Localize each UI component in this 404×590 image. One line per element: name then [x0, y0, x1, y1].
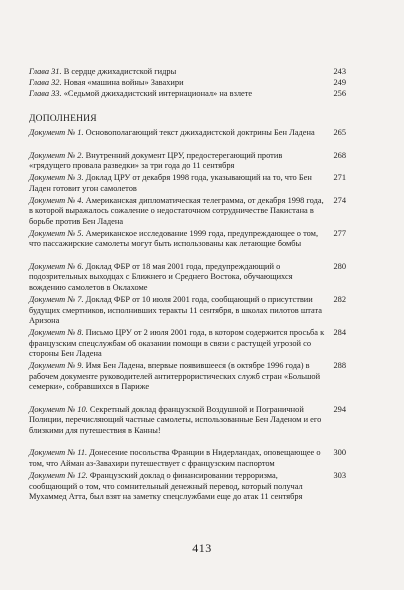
chapter-title: «Седьмой джихадистский интернационал» на взлете	[63, 88, 253, 98]
chapter-number: Глава 32.	[29, 77, 62, 87]
chapter-number: Глава 33.	[29, 88, 62, 98]
document-number: Документ № 12.	[29, 471, 88, 481]
page-number: 413	[192, 541, 212, 555]
toc-entry	[29, 295, 346, 327]
toc-entry	[29, 448, 346, 469]
document-title: Внутренний документ ЦРУ, предостерегающий против «грядущего провала разведки» за три года до 11 сентября	[29, 150, 283, 171]
page-ref: 294	[331, 405, 346, 447]
document-list	[29, 128, 346, 515]
page-ref: 288	[331, 361, 346, 403]
page-ref: 303	[331, 471, 346, 513]
toc-entry	[29, 328, 346, 360]
toc-entry	[29, 471, 346, 513]
chapter-title: Новая «машина войны» Завахири	[63, 77, 184, 87]
document-title: Основополагающий текст джихадистской доктрины Бен Ладена	[85, 128, 315, 137]
page-ref: 280	[331, 262, 346, 294]
page-ref: 271	[331, 173, 346, 194]
page-ref: 274	[331, 196, 346, 228]
document-number: Документ № 4.	[29, 195, 84, 205]
document-number: Документ № 10.	[29, 404, 88, 414]
page-ref: 256	[333, 88, 346, 98]
page-ref: 284	[331, 328, 346, 360]
chapter-number: Глава 31.	[29, 67, 62, 76]
document-title: Донесение посольства Франции в Нидерландах, оповещающее о том, что Айман аз-Завахири путешествует с французским паспортом	[29, 448, 321, 468]
toc-entry	[29, 262, 346, 294]
document-number: Документ № 2.	[29, 150, 84, 160]
page-ref: 249	[333, 77, 346, 87]
document-title: Доклад ФБР от 18 мая 2001 года, предупреждающий о подозрительных выходцах с Ближнего и Среднего Востока, обучающихся вождению самолетов в Оклахоме	[29, 261, 293, 292]
page-ref: 243	[333, 67, 346, 76]
document-number: Документ № 7.	[29, 295, 84, 305]
toc-entry	[29, 128, 346, 149]
document-number: Документ № 3.	[29, 173, 84, 183]
document-title: Письмо ЦРУ от 2 июля 2001 года, в котором содержится просьба к французским спецслужбам об оказании помощи в связи с растущей угрозой со стороны Бен Ладена	[29, 328, 325, 359]
document-number: Документ № 11.	[29, 448, 88, 458]
page-ref: 300	[331, 448, 346, 469]
document-number: Документ № 6.	[29, 261, 84, 271]
document-title: Американское исследование 1999 года, предупреждающее о том, что пассажирские самолеты могут быть использованы как летающие бомбы	[29, 228, 319, 249]
document-title: Доклад ФБР от 10 июля 2001 года, сообщающий о присутствии будущих смертников, исполнивших теракты 11 сентября, в школах пилотов штата Аризона	[29, 295, 323, 326]
toc-entry	[29, 78, 346, 89]
document-title: Секретный доклад французской Воздушной и Пограничной Полиции, перечисляющий частные самолеты, использованные Бен Ладеном и его близкими для путешествия в Канны!	[29, 404, 322, 435]
document-number: Документ № 9.	[29, 361, 84, 371]
toc-entry	[29, 89, 346, 100]
document-title: Американская дипломатическая телеграмма, от декабря 1998 года, в которой выражалось сожаление о недостаточном сотрудничестве Пакистана в борьбе против Бен Ладена	[29, 195, 324, 226]
document-number: Документ № 5.	[29, 228, 84, 238]
toc-entry	[29, 196, 346, 228]
section-heading: ДОПОЛНЕНИЯ	[29, 114, 97, 124]
toc-entry	[29, 173, 346, 194]
page-ref: 268	[331, 151, 346, 172]
toc-entry	[29, 151, 346, 172]
chapter-title: В сердце джихадистской гидры	[63, 67, 177, 76]
toc-entry	[29, 361, 346, 403]
document-title: Доклад ЦРУ от декабря 1998 года, указывающий на то, что Бен Ладен готовит угон самолетов	[29, 173, 312, 193]
toc-entry	[29, 405, 346, 447]
document-number: Документ № 1.	[29, 128, 84, 137]
chapter-list	[29, 67, 346, 99]
page-ref: 282	[331, 295, 346, 327]
page-ref: 277	[331, 229, 346, 261]
document-title: Имя Бен Ладена, впервые появившееся (в октябре 1996 года) в рабочем документе руководителей антитеррористических служб стран «Большой семерки», собравшихся в Париже	[29, 361, 321, 392]
document-number: Документ № 8.	[29, 328, 84, 338]
toc-entry	[29, 67, 346, 78]
toc-entry	[29, 229, 346, 261]
document-title: Французский доклад о финансировании терроризма, сообщающий о том, что сомнительный денежный перевод, который получал Мухаммед Атта, был взят на заметку спецслужбами еще до атак 11 сентября	[29, 471, 303, 502]
page-ref: 265	[331, 128, 346, 149]
